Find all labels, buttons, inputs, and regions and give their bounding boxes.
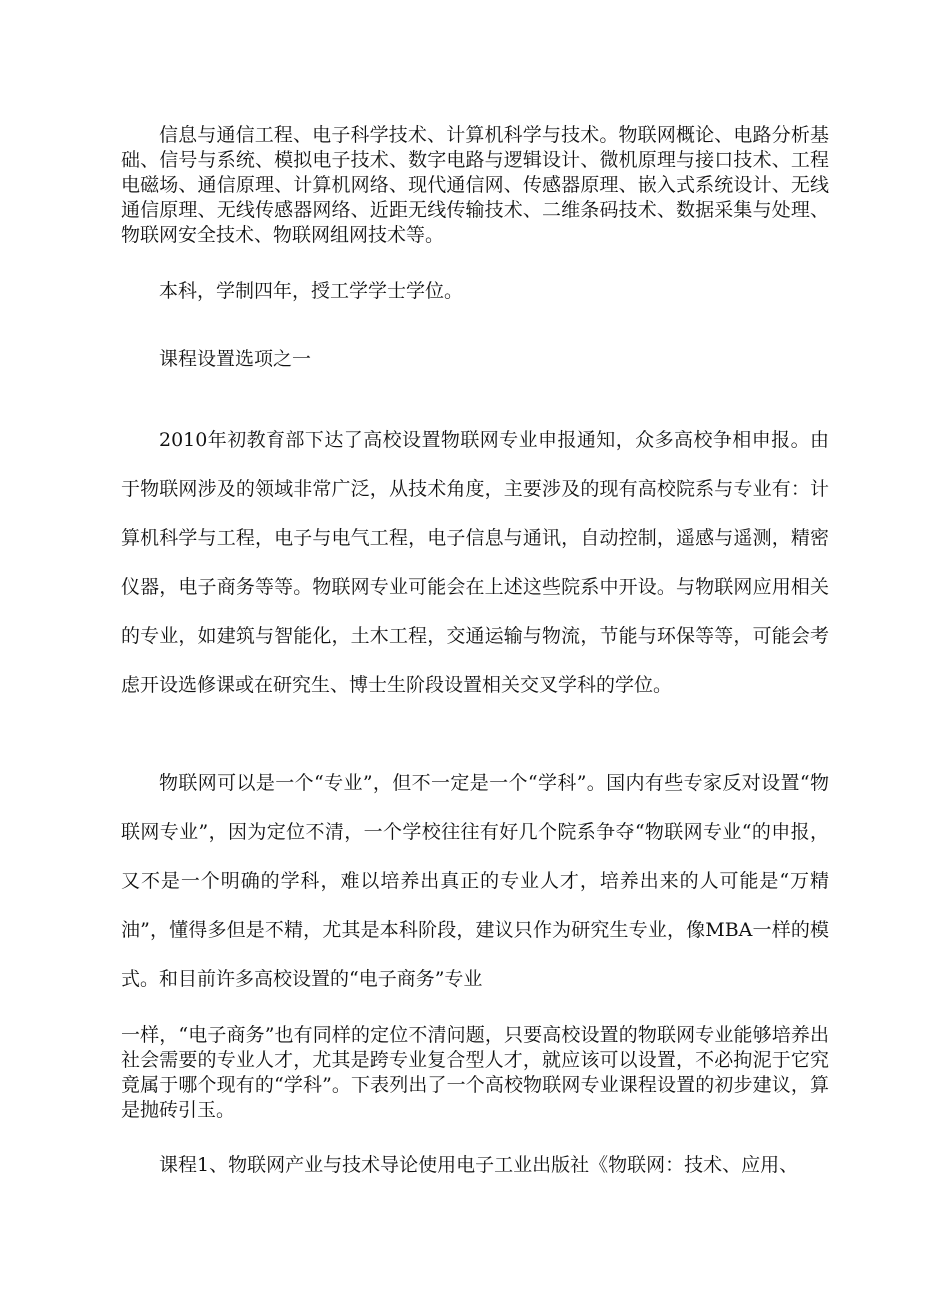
paragraph-curriculum-list: 信息与通信工程、电子科学技术、计算机科学与技术。物联网概论、电路分析基础、信号与系统、模拟电子技术、数字电路与逻辑设计、微机原理与接口技术、工程电磁场、通信原理、计算机网络、现代通信网、传感器原理、嵌入式系统设计、无线通信原理、无线传感器网络、近距无线传输技术、二维条码技术、数据采集与处理、物联网安全技术、物联网组网技术等。 <box>121 124 829 246</box>
paragraph-continuation: 一样，“电子商务”也有同样的定位不清问题，只要高校设置的物联网专业能够培养出社会需要的专业人才，尤其是跨专业复合型人才，就应该可以设置，不必拘泥于它究竟属于哪个现有的“学科”。下表列出了一个高校物联网专业课程设置的初步建议，算是抛砖引玉。 <box>121 1024 829 1121</box>
paragraph-background: 2010年初教育部下达了高校设置物联网专业申报通知，众多高校争相申报。由于物联网涉及的领域非常广泛，从技术角度，主要涉及的现有高校院系与专业有：计算机科学与工程，电子与电气工程，电子信息与通讯，自动控制，遥感与遥测，精密仪器，电子商务等等。物联网专业可能会在上述这些院系中开设。与物联网应用相关的专业，如建筑与智能化，土木工程，交通运输与物流，节能与环保等等，可能会考虑开设选修课或在研究生、博士生阶段设置相关交叉学科的学位。 <box>121 429 829 696</box>
paragraph-course-option-heading: 课程设置选项之一 <box>159 348 312 370</box>
paragraph-course-1: 课程1、物联网产业与技术导论使用电子工业出版社《物联网：技术、应用、 <box>159 1154 799 1176</box>
paragraph-degree: 本科，学制四年，授工学学士学位。 <box>159 280 464 302</box>
paragraph-major-vs-discipline: 物联网可以是一个“专业”，但不一定是一个“学科”。国内有些专家反对设置“物联网专业”，因为定位不清，一个学校往往有好几个院系争夺“物联网专业“的申报，又不是一个明确的学科，难以培养出真正的专业人才，培养出来的人可能是“万精油”，懂得多但是不精，尤其是本科阶段，建议只作为研究生专业，像MBA一样的模式。和目前许多高校设置的“电子商务”专业 <box>121 772 829 990</box>
